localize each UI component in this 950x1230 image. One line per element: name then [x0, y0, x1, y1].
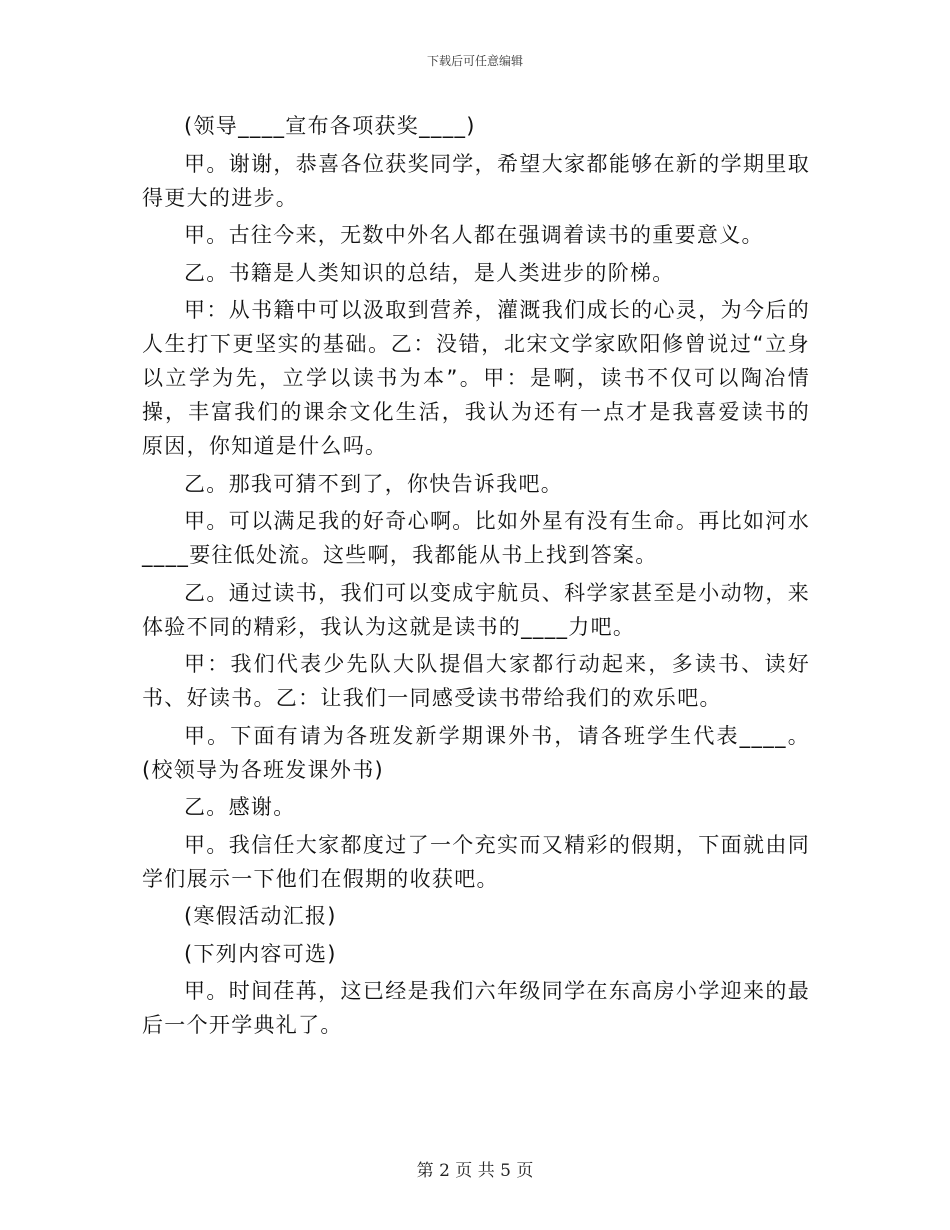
paragraph: 乙。感谢。	[184, 795, 296, 819]
paragraph: 甲：我们代表少先队大队提倡大家都行动起来，多读书、读好书、好读书。乙：让我们一同感受读书带给我们的欢乐吧。	[142, 652, 810, 710]
document-body	[142, 109, 810, 1046]
paragraph: (领导____宣布各项获奖____)	[184, 114, 476, 138]
paragraph: (下列内容可选)	[184, 941, 337, 966]
paragraph: 乙。那我可猜不到了，你快告诉我吧。	[184, 471, 564, 496]
paragraph: 乙。通过读书，我们可以变成宇航员、科学家甚至是小动物，来体验不同的精彩，我认为这就是读书的____力吧。	[142, 580, 810, 639]
paragraph: 甲：从书籍中可以汲取到营养，灌溉我们成长的心灵，为今后的人生打下更坚实的基础。乙：没错，北宋文学家欧阳修曾说过“立身以立学为先，立学以读书为本”。甲：是啊，读书不仅可以陶冶情操，丰富我们的课余文化生活，我认为还有一点才是我喜爱读书的原因，你知道是什么吗。	[142, 298, 810, 458]
page-number: 第 2 页 共 5 页	[416, 1161, 534, 1181]
paragraph: 乙。书籍是人类知识的总结，是人类进步的阶梯。	[184, 260, 675, 285]
page-header-note: 下载后可任意编辑	[426, 54, 523, 68]
paragraph: (寒假活动汇报)	[184, 904, 337, 928]
paragraph: 甲。我信任大家都度过了一个充实而又精彩的假期，下面就由同学们展示一下他们在假期的收获吧。	[142, 832, 810, 891]
paragraph: 甲。时间荏苒，这已经是我们六年级同学在东高房小学迎来的最后一个开学典礼了。	[142, 979, 810, 1037]
paragraph: 甲。谢谢，恭喜各位获奖同学，希望大家都能够在新的学期里取得更大的进步。	[142, 151, 810, 210]
paragraph: 甲。古往今来，无数中外名人都在强调着读书的重要意义。	[184, 223, 764, 247]
paragraph: 甲。可以满足我的好奇心啊。比如外星有没有生命。再比如河水____要往低处流。这些啊，我都能从书上找到答案。	[142, 509, 810, 567]
paragraph: 甲。下面有请为各班发新学期课外书，请各班学生代表____。(校领导为各班发课外书)	[142, 723, 810, 782]
